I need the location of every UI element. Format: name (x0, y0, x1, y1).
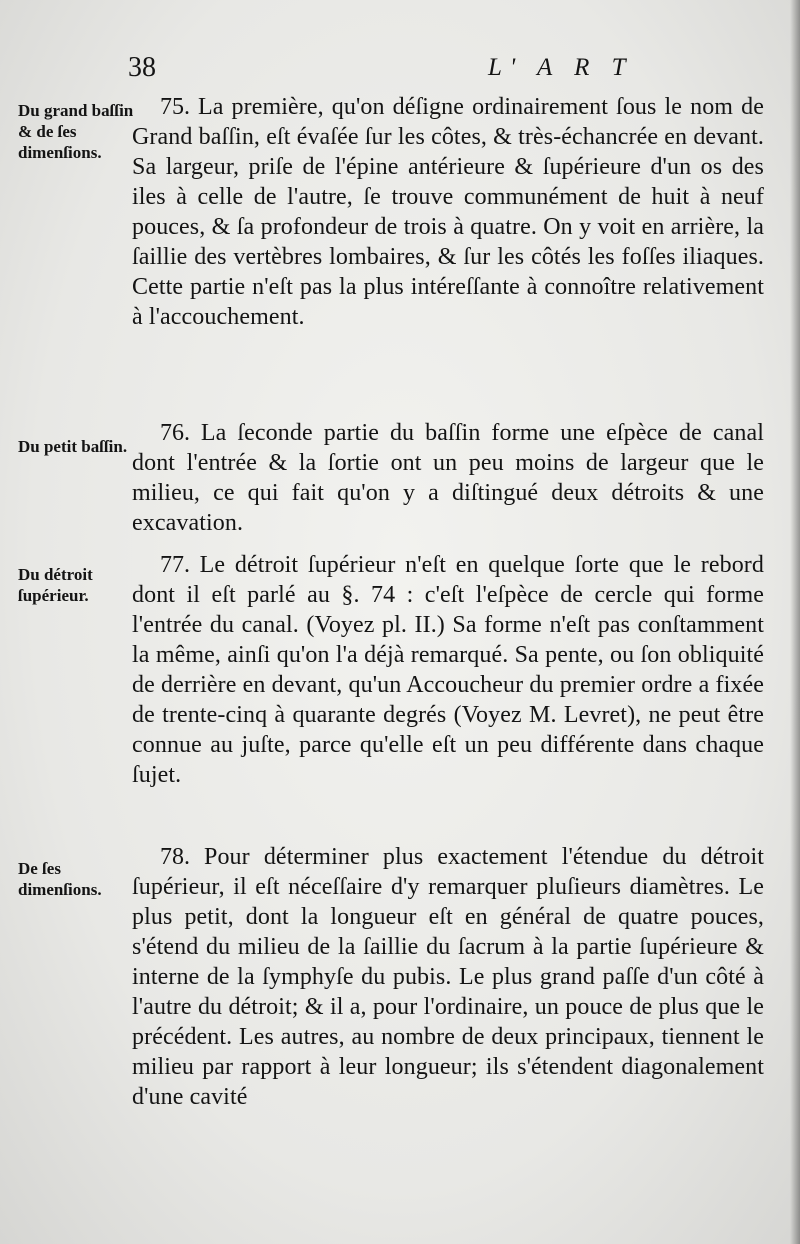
margin-note-dimensions: De ſes dimenſions. (18, 859, 102, 899)
paragraph-76 (132, 418, 764, 538)
paragraph-number: 76. (160, 420, 190, 446)
paragraph-text: La ſeconde partie du baſſin forme une eſpèce de canal dont l'entrée & la ſortie ont un peu moins de largeur que le milieu, ce qui fait qu'on y a diſtingué deux détroits & une excavation. (132, 420, 765, 536)
margin-note-grand-bassin: Du grand baſſin & de ſes dimenſions. (18, 101, 134, 162)
paragraph-number: 77. (160, 552, 190, 578)
paragraph-text: Pour déterminer plus exactement l'étendue du détroit ſupérieur, il eſt néceſſaire d'y remarquer pluſieurs diamètres. Le plus petit, dont la longueur eſt en général de quatre pouces, s'étend du milieu de la ſaillie du ſacrum à la partie ſupérieure & interne de la ſymphyſe du pubis. Le plus grand paſſe d'un côté à l'autre du détroit; & il a, pour l'ordinaire, un pouce de plus que le précédent. Les autres, au nombre de deux principaux, tiennent le milieu par rapport à leur longueur; ils s'étendent diagonalement d'une cavité (132, 844, 764, 1110)
page-header (128, 52, 768, 88)
page-number: 38 (128, 52, 156, 83)
paragraph-text: Le détroit ſupérieur n'eſt en quelque ſorte que le rebord dont il eſt parlé au §. 74 : c'eſt l'eſpèce de cercle qui forme l'entrée du canal. (Voyez pl. II.) Sa forme n'eſt pas conſtamment la même, ainſi qu'on l'a déjà remarqué. Sa pente, ou ſon obliquité de derrière en devant, qu'un Accoucheur du premier ordre a fixée de trente-cinq à quarante degrés (Voyez M. Levret), ne peut être connue au juſte, parce qu'elle eſt un peu différente dans chaque ſujet. (132, 552, 764, 788)
paragraph-75 (132, 92, 764, 332)
paragraph-number: 75. (160, 94, 190, 120)
paragraph-77 (132, 550, 764, 790)
margin-note-petit-bassin: Du petit baſſin. (18, 437, 128, 456)
paragraph-78 (132, 842, 764, 1112)
paragraph-number: 78. (160, 844, 190, 870)
margin-note-detroit-superieur: Du détroit ſupérieur. (18, 565, 93, 605)
paragraph-text: La première, qu'on déſigne ordinairement ſous le nom de Grand baſſin, eſt évaſée ſur les côtes, & très-échancrée en devant. Sa largeur, priſe de l'épine antérieure & ſupérieure d'un os des iles à celle de l'autre, ſe trouve communément de huit à neuf pouces, & ſa profondeur de trois à quatre. On y voit en arrière, la ſaillie des vertèbres lombaires, & ſur les côtés les foſſes iliaques. Cette partie n'eſt pas la plus intéreſſante à connoître relativement à l'accouchement. (132, 94, 764, 330)
page-edge-shadow (790, 0, 800, 1244)
running-head: L' A R T (488, 54, 634, 81)
